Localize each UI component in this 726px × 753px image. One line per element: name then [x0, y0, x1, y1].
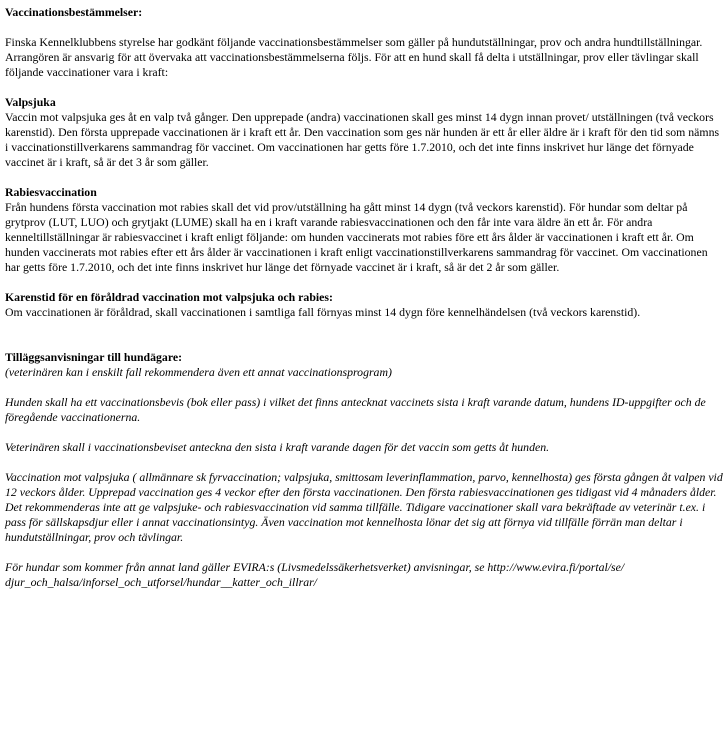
spacer: [5, 80, 723, 95]
section-body-karenstid: Om vaccinationen är föråldrad, skall vaccinationen i samtliga fall förnyas minst 14 dygn före kennelhändelsen (två veckors karenstid).: [5, 305, 641, 319]
supplement-paragraph-evira-link: För hundar som kommer från annat land gäller EVIRA:s (Livsmedelssäkerhetsverket) anvisningar, se http://www.evira.fi/portal/se/ djur_och_halsa/inforsel_och_utforsel/hundar__katter_och_illrar/: [5, 560, 625, 589]
spacer: [5, 275, 723, 290]
spacer: [5, 320, 723, 350]
intro-paragraph: Finska Kennelklubbens styrelse har godkänt följande vaccinationsbestämmelser som gäller på hundutställningar, prov och andra hundtillställningar. Arrangören är ansvarig för att övervaka att vaccinationsbestämmelserna följs. För att en hund skall få delta i utställningar, prov eller tävlingar skall följande vaccinationer vara i kraft:: [5, 35, 703, 79]
supplement-paragraph: Vaccination mot valpsjuka ( allmännare sk fyrvaccination; valpsjuka, smittosam leverinflammation, parvo, kennelhosta) ges första gången åt valpen vid 12 veckors ålder. Upprepad vaccination ges 4 veckor efter den första vaccinationen. Den första rabiesvaccinationen ges tidigast vid 4 månaders ålder. Det rekommenderas inte att ge valpsjuke- och rabiesvaccination vid samma tillfälle. Tidigare vaccinationer skall vara bekräftade av veterinär t.ex. i pass för sällskapsdjur eller i annat vaccinationsintyg. Även vaccination mot kennelhosta lönar det sig att förnya vid tillfälle förrän man deltar i hundutställningar, prov och tävlingar.: [5, 470, 723, 544]
supplement-paragraph: Hunden skall ha ett vaccinationsbevis (bok eller pass) i vilket det finns antecknat vaccinets sista i kraft varande datum, hundens ID-uppgifter och de föregående vaccinationerna.: [5, 395, 706, 424]
spacer: [5, 545, 723, 560]
section-body-valpsjuka: Vaccin mot valpsjuka ges åt en valp två gånger. Den upprepade (andra) vaccinationen skall ges minst 14 dygn innan provet/ utställningen (två veckors karenstid). Den första upprepade vaccinationen är i kraft ett år. Den vaccination som ges när hunden är ett år eller äldre är i kraft för den tid som nämns i vaccinationstillverkarens sammandrag för vaccinet. Om vaccinationen har getts före 1.7.2010, och det inte finns inskrivet hur länge det förnyade vaccinet är i kraft, så är det 3 år som gäller.: [5, 110, 720, 169]
supplement-subheading: (veterinären kan i enskilt fall rekommendera även ett annat vaccinationsprogram): [5, 365, 392, 379]
spacer: [5, 455, 723, 470]
supplement-paragraph: Veterinären skall i vaccinationsbeviset anteckna den sista i kraft varande dagen för det vaccin som getts åt hunden.: [5, 440, 550, 454]
document-body: [5, 5, 723, 590]
supplement-heading: Tilläggsanvisningar till hundägare:: [5, 350, 183, 364]
spacer: [5, 380, 723, 395]
spacer: [5, 425, 723, 440]
section-heading-rabies: Rabiesvaccination: [5, 185, 97, 199]
spacer: [5, 170, 723, 185]
document-title: Vaccinationsbestämmelser:: [5, 5, 143, 19]
section-body-rabies: Från hundens första vaccination mot rabies skall det vid prov/utställning ha gått minst 14 dygn (två veckors karenstid). För hundar som deltar på grytprov (LUT, LUO) och grytjakt (LUME) skall ha en i kraft varande rabiesvaccinationen och den får inte vara äldre än ett år. För andra kenneltillställningar är rabiesvaccinet i kraft enligt följande: om hunden vaccinerats mot rabies före ett års ålder är vaccinationen i kraft ett år. Om hunden vaccinerats mot rabies efter ett års ålder är vaccinationen i kraft enligt vaccinationstillverkarens sammandrag för vaccinet. Om vaccinationen har getts före 1.7.2010, och det inte finns inskrivet hur länge det förnyade vaccinet är i kraft, så är det 2 år som gäller.: [5, 200, 708, 274]
section-heading-valpsjuka: Valpsjuka: [5, 95, 56, 109]
section-heading-karenstid: Karenstid för en föråldrad vaccination mot valpsjuka och rabies:: [5, 290, 333, 304]
spacer: [5, 20, 723, 35]
